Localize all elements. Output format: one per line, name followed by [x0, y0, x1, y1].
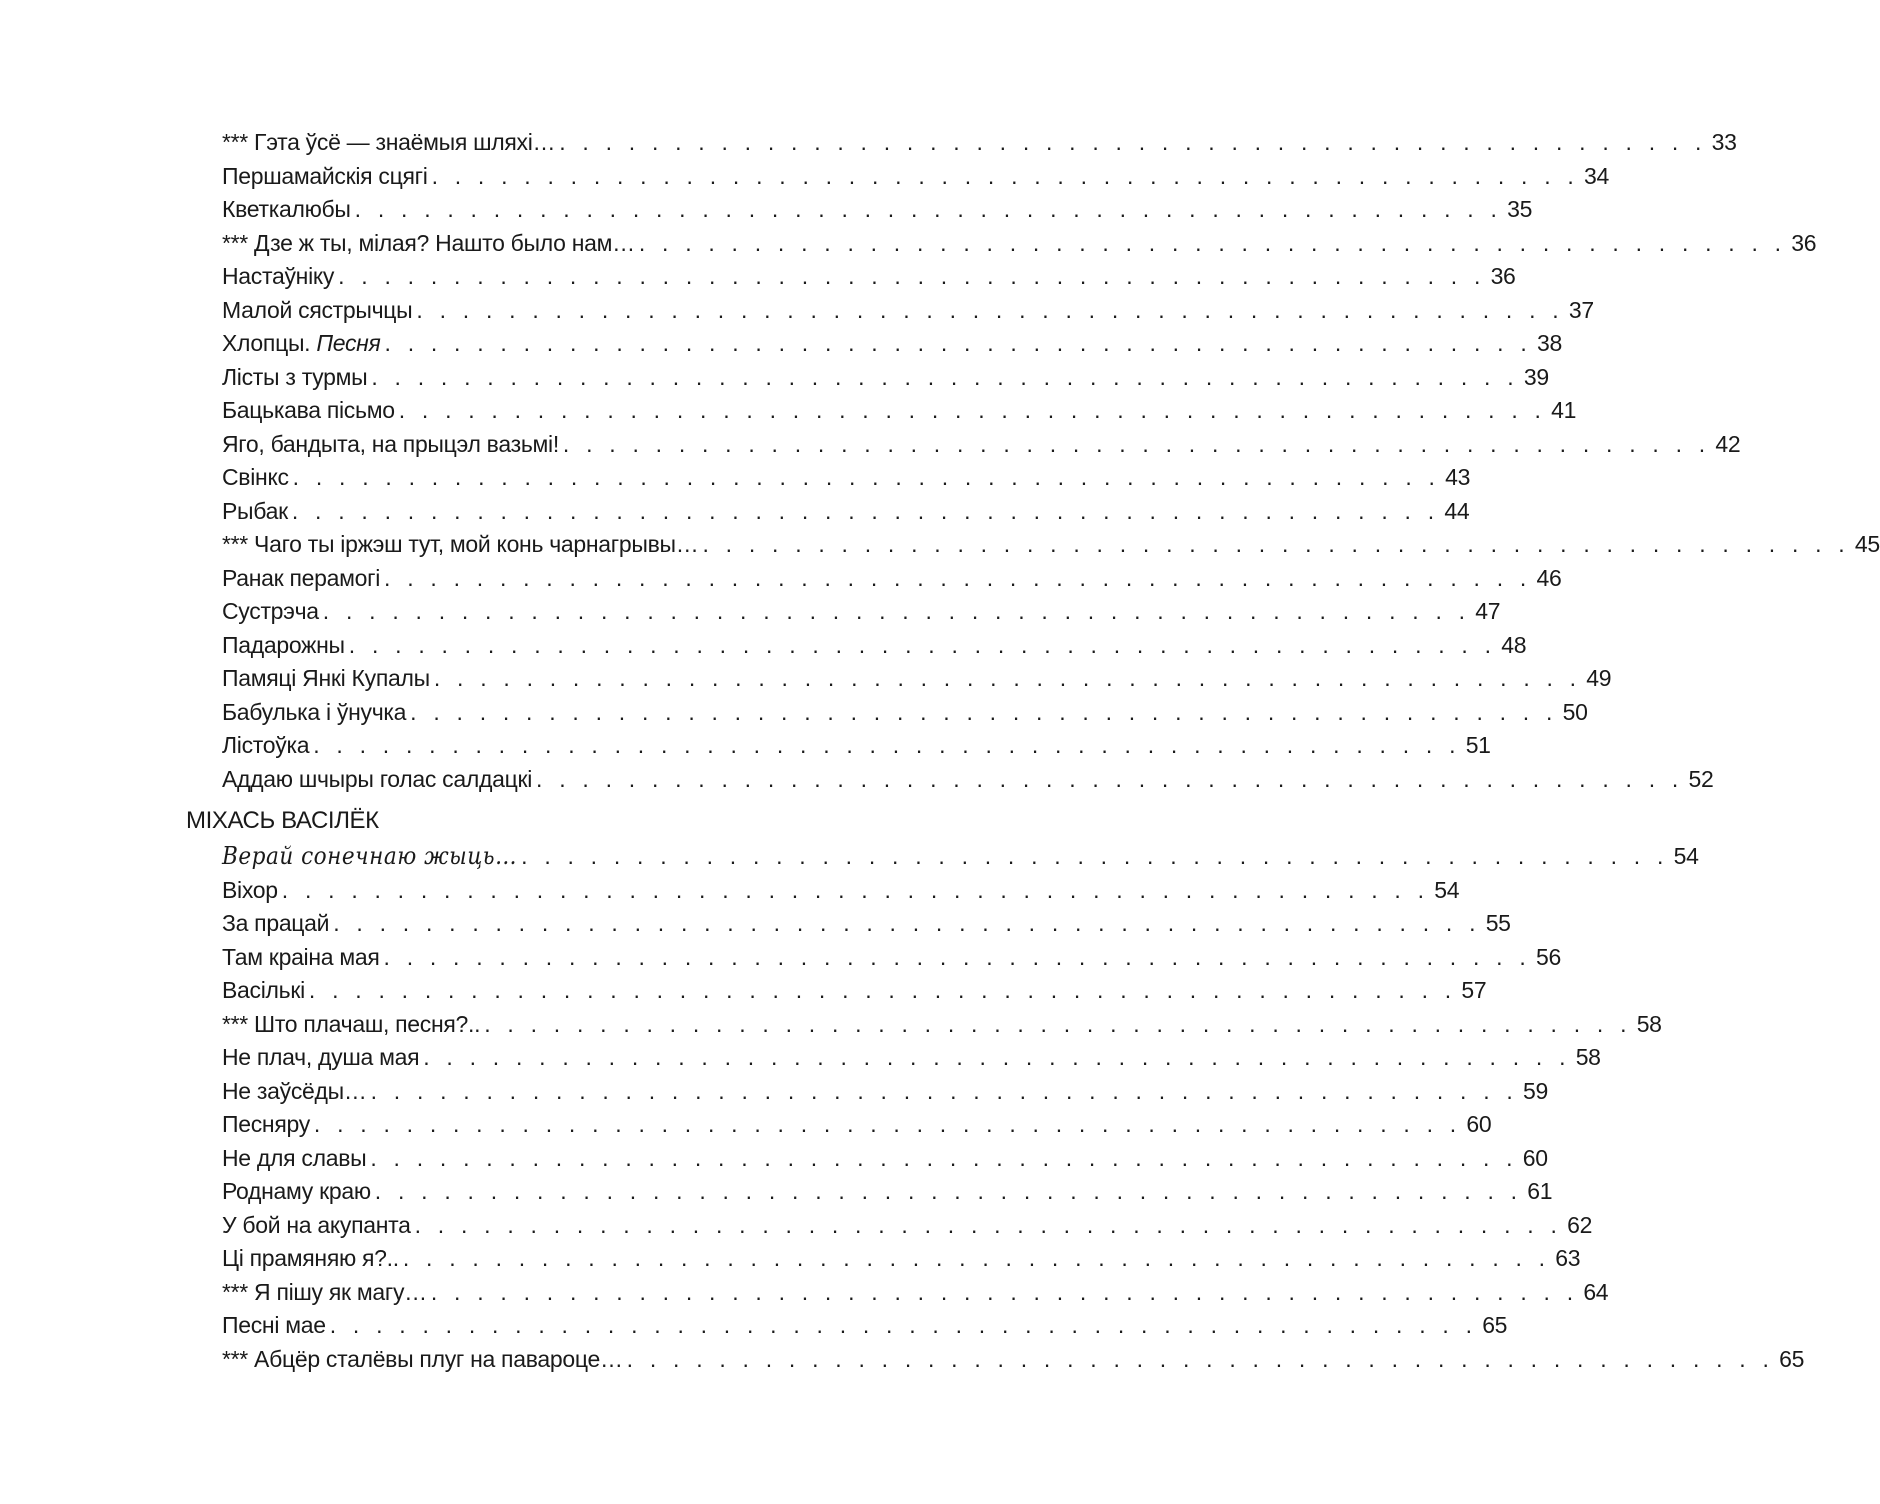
- entry-page: 43: [1445, 464, 1471, 490]
- entry-page: 55: [1485, 910, 1511, 936]
- entry-title: За працай: [222, 910, 330, 936]
- toc-entry[interactable]: [222, 727, 1491, 760]
- entry-title: Кветкалюбы: [222, 196, 351, 222]
- leader-dots: . . . . . . . . . . . . . . . . . . . . . . . . . . . . . . . . . . . . . . . . . . . . . . . . . .: [322, 598, 1471, 624]
- entry-page: 65: [1779, 1345, 1805, 1372]
- leader-dots: . . . . . . . . . . . . . . . . . . . . . . . . . . . . . . . . . . . . . . . . . . . . . . . . . .: [292, 464, 1441, 490]
- entry-page: 33: [1711, 129, 1737, 155]
- toc-entry[interactable]: [222, 627, 1527, 660]
- leader-dots: . . . . . . . . . . . . . . . . . . . . . . . . . . . . . . . . . . . . . . . . . . . . . . . . . .: [702, 531, 1850, 557]
- toc-entry[interactable]: [222, 459, 1471, 492]
- toc-entry[interactable]: [222, 872, 1460, 905]
- toc-entry[interactable]: [222, 939, 1561, 972]
- toc-entry[interactable]: [222, 225, 1817, 258]
- toc-entry[interactable]: [222, 694, 1588, 727]
- entry-page: 60: [1522, 1144, 1548, 1171]
- entry-page: 61: [1527, 1178, 1553, 1204]
- entry-title: Роднаму краю: [222, 1178, 371, 1204]
- entry-title: Не заўсёды…: [222, 1077, 367, 1104]
- leader-dots: . . . . . . . . . . . . . . . . . . . . . . . . . . . . . . . . . . . . . . . . . . . . . . . . . .: [416, 296, 1564, 323]
- leader-dots: . . . . . . . . . . . . . . . . . . . . . . . . . . . . . . . . . . . . . . . . . . . . . . . . . .: [374, 1178, 1523, 1204]
- entry-page: 52: [1688, 765, 1714, 792]
- entry-page: 49: [1586, 665, 1612, 691]
- leader-dots: . . . . . . . . . . . . . . . . . . . . . . . . . . . . . . . . . . . . . . . . . . . . . . . . . .: [626, 1345, 1775, 1372]
- entry-page: 51: [1465, 732, 1491, 758]
- entry-genre: Песня: [316, 330, 381, 356]
- entry-title: Падарожны: [222, 631, 345, 658]
- leader-dots: . . . . . . . . . . . . . . . . . . . . . . . . . . . . . . . . . . . . . . . . . . . . . . . . . .: [536, 765, 1684, 792]
- entry-title: Яго, бандыта, на прыцэл вазьмі!: [222, 430, 559, 457]
- toc-entry[interactable]: [222, 905, 1511, 938]
- entry-title: *** Дзе ж ты, мілая? Нашто было нам…: [222, 229, 635, 256]
- leader-dots: . . . . . . . . . . . . . . . . . . . . . . . . . . . . . . . . . . . . . . . . . . . . . . . . . .: [402, 1245, 1551, 1271]
- entry-title: Свінкс: [222, 464, 289, 490]
- entry-page: 34: [1584, 162, 1609, 189]
- entry-title: У бой на акупанта: [222, 1211, 411, 1238]
- entry-title: Песні мае: [222, 1312, 326, 1338]
- entry-title: *** Што плачаш, песня?..: [222, 1010, 481, 1037]
- toc-entry[interactable]: [222, 1073, 1549, 1106]
- entry-title: Не для славы: [222, 1144, 367, 1171]
- toc-entry[interactable]: [222, 124, 1737, 157]
- entry-page: 35: [1507, 196, 1533, 222]
- entry-page: 45: [1854, 531, 1880, 557]
- entry-page: 54: [1434, 876, 1460, 903]
- entry-page: 54: [1673, 843, 1699, 869]
- entry-page: 63: [1555, 1245, 1581, 1271]
- toc-entry[interactable]: [222, 1240, 1581, 1273]
- leader-dots: . . . . . . . . . . . . . . . . . . . . . . . . . . . . . . . . . . . . . . . . . . . . . . . . . .: [354, 196, 1503, 222]
- entry-page: 58: [1575, 1044, 1601, 1070]
- toc-entry[interactable]: [222, 1274, 1609, 1307]
- leader-dots: . . . . . . . . . . . . . . . . . . . . . . . . . . . . . . . . . . . . . . . . . . . . . . . . . .: [562, 430, 1711, 457]
- leader-dots: . . . . . . . . . . . . . . . . . . . . . . . . . . . . . . . . . . . . . . . . . . . . . . . . . .: [484, 1010, 1632, 1037]
- entry-title: Лістоўка: [222, 732, 310, 758]
- toc-entry[interactable]: [222, 392, 1577, 425]
- leader-dots: . . . . . . . . . . . . . . . . . . . . . . . . . . . . . . . . . . . . . . . . . . . . . . . . . .: [329, 1312, 1478, 1338]
- entry-title: Песняру: [222, 1111, 310, 1137]
- leader-dots: . . . . . . . . . . . . . . . . . . . . . . . . . . . . . . . . . . . . . . . . . . . . . . . . . .: [313, 1111, 1462, 1137]
- entry-page: 58: [1636, 1010, 1662, 1037]
- toc-entry[interactable]: [222, 972, 1487, 1005]
- leader-dots: . . . . . . . . . . . . . . . . . . . . . . . . . . . . . . . . . . . . . . . . . . . . . . . . . .: [398, 397, 1547, 423]
- entry-title: Васількі: [222, 977, 305, 1003]
- entry-page: 59: [1523, 1077, 1549, 1104]
- entry-page: 37: [1568, 296, 1594, 323]
- leader-dots: . . . . . . . . . . . . . . . . . . . . . . . . . . . . . . . . . . . . . . . . . . . . . . . . . .: [410, 698, 1558, 725]
- entry-title: Аддаю шчыры голас салдацкі: [222, 765, 533, 792]
- entry-page: 44: [1444, 497, 1470, 524]
- leader-dots: . . . . . . . . . . . . . . . . . . . . . . . . . . . . . . . . . . . . . . . . . . . . . . . . . .: [638, 229, 1787, 256]
- entry-page: 47: [1475, 598, 1501, 624]
- entry-page: 36: [1791, 229, 1817, 256]
- leader-dots: . . . . . . . . . . . . . . . . . . . . . . . . . . . . . . . . . . . . . . . . . . . . . . . . . .: [370, 1144, 1518, 1171]
- leader-dots: . . . . . . . . . . . . . . . . . . . . . . . . . . . . . . . . . . . . . . . . . . . . . . . . . .: [433, 665, 1582, 691]
- toc-entry[interactable]: [222, 660, 1612, 693]
- entry-title: *** Я пішу як магу…: [222, 1278, 427, 1305]
- entry-title: Малой сястрычцы: [222, 296, 413, 323]
- entry-page: 57: [1461, 977, 1487, 1003]
- toc-entry[interactable]: [222, 158, 1609, 191]
- entry-page: 62: [1567, 1211, 1593, 1238]
- entry-title: Бабулька і ўнучка: [222, 698, 407, 725]
- entry-title: Лісты з турмы: [222, 363, 368, 390]
- entry-page: 38: [1536, 330, 1562, 356]
- entry-title: Рыбак: [222, 497, 288, 524]
- toc-entry[interactable]: [222, 1207, 1593, 1240]
- toc-entry[interactable]: [222, 493, 1470, 526]
- toc-entry[interactable]: [222, 191, 1533, 224]
- leader-dots: . . . . . . . . . . . . . . . . . . . . . . . . . . . . . . . . . . . . . . . . . . . . . . . . . .: [281, 876, 1430, 903]
- entry-page: 65: [1482, 1312, 1508, 1338]
- toc-entry[interactable]: [222, 593, 1501, 626]
- entry-title-main: Хлопцы.: [222, 330, 311, 356]
- toc-entry[interactable]: [222, 292, 1594, 325]
- epigraph-title: Верай сонечнаю жыць…: [222, 842, 518, 870]
- leader-dots: . . . . . . . . . . . . . . . . . . . . . . . . . . . . . . . . . . . . . . . . . . . . . . . . . .: [308, 977, 1457, 1003]
- entry-title: Бацькава пісьмо: [222, 397, 395, 423]
- toc-entry[interactable]: [222, 359, 1549, 392]
- entry-title: *** Гэта ўсё — знаёмыя шляхі…: [222, 129, 556, 155]
- toc-entry[interactable]: [222, 1140, 1548, 1173]
- leader-dots: . . . . . . . . . . . . . . . . . . . . . . . . . . . . . . . . . . . . . . . . . . . . . . . . . .: [291, 497, 1440, 524]
- leader-dots: . . . . . . . . . . . . . . . . . . . . . . . . . . . . . . . . . . . . . . . . . . . . . . . . . .: [338, 263, 1486, 289]
- toc-entry[interactable]: [222, 1006, 1662, 1039]
- entry-page: 50: [1562, 698, 1588, 725]
- entry-page: 60: [1466, 1111, 1492, 1137]
- entry-title: [222, 328, 385, 358]
- author-heading: МІХАСЬ ВАСІЛЁК: [186, 807, 379, 834]
- toc-entry[interactable]: [222, 1039, 1601, 1072]
- entry-page: 41: [1551, 397, 1577, 423]
- entry-title: Памяці Янкі Купалы: [222, 665, 430, 691]
- leader-dots: . . . . . . . . . . . . . . . . . . . . . . . . . . . . . . . . . . . . . . . . . . . . . . . . . .: [430, 1278, 1579, 1305]
- leader-dots: . . . . . . . . . . . . . . . . . . . . . . . . . . . . . . . . . . . . . . . . . . . . . . . . . .: [559, 129, 1707, 155]
- leader-dots: . . . . . . . . . . . . . . . . . . . . . . . . . . . . . . . . . . . . . . . . . . . . . . . . . .: [423, 1044, 1571, 1070]
- leader-dots: . . . . . . . . . . . . . . . . . . . . . . . . . . . . . . . . . . . . . . . . . . . . . . . . . .: [384, 330, 1532, 356]
- toc-entry[interactable]: [222, 1341, 1805, 1374]
- toc-entry[interactable]: [222, 426, 1741, 459]
- entry-title: Ранак перамогі: [222, 564, 381, 591]
- entry-title: *** Чаго ты іржэш тут, мой конь чарнагрывы…: [222, 531, 699, 557]
- leader-dots: . . . . . . . . . . . . . . . . . . . . . . . . . . . . . . . . . . . . . . . . . . . . . . . . . .: [333, 910, 1481, 936]
- entry-page: 56: [1535, 943, 1561, 970]
- entry-title: Сустрэча: [222, 598, 319, 624]
- toc-entry[interactable]: [222, 1106, 1492, 1139]
- leader-dots: . . . . . . . . . . . . . . . . . . . . . . . . . . . . . . . . . . . . . . . . . . . . . . . . . .: [521, 843, 1669, 869]
- entry-title: Ці прамяняю я?..: [222, 1245, 399, 1271]
- entry-page: 39: [1523, 363, 1549, 390]
- leader-dots: . . . . . . . . . . . . . . . . . . . . . . . . . . . . . . . . . . . . . . . . . . . . . . . . . .: [348, 631, 1497, 658]
- leader-dots: . . . . . . . . . . . . . . . . . . . . . . . . . . . . . . . . . . . . . . . . . . . . . . . . . .: [431, 162, 1579, 189]
- entry-title: *** Абцёр сталёвы плуг на павароце…: [222, 1345, 623, 1372]
- toc-epigraph-entry[interactable]: [222, 838, 1699, 871]
- leader-dots: . . . . . . . . . . . . . . . . . . . . . . . . . . . . . . . . . . . . . . . . . . . . . . . . . .: [383, 943, 1531, 970]
- leader-dots: . . . . . . . . . . . . . . . . . . . . . . . . . . . . . . . . . . . . . . . . . . . . . . . . . .: [414, 1211, 1563, 1238]
- entry-page: 36: [1490, 263, 1516, 289]
- leader-dots: . . . . . . . . . . . . . . . . . . . . . . . . . . . . . . . . . . . . . . . . . . . . . . . . . .: [313, 732, 1461, 758]
- entry-title: Там краіна мая: [222, 943, 380, 970]
- entry-page: 48: [1501, 631, 1527, 658]
- toc-entry[interactable]: [222, 1173, 1553, 1206]
- entry-title: Віхор: [222, 876, 278, 903]
- toc-entry[interactable]: [222, 1307, 1508, 1340]
- toc-entry[interactable]: [222, 526, 1880, 559]
- entry-title: Не плач, душа мая: [222, 1044, 420, 1070]
- toc-entry[interactable]: [222, 560, 1562, 593]
- toc-entry[interactable]: [222, 761, 1714, 794]
- entry-title: Настаўніку: [222, 263, 335, 289]
- leader-dots: . . . . . . . . . . . . . . . . . . . . . . . . . . . . . . . . . . . . . . . . . . . . . . . . . .: [370, 1077, 1519, 1104]
- entry-page: 42: [1715, 430, 1741, 457]
- toc-entry[interactable]: [222, 258, 1516, 291]
- entry-page: 46: [1536, 564, 1562, 591]
- toc-entry[interactable]: [222, 325, 1562, 358]
- entry-page: 64: [1583, 1278, 1609, 1305]
- leader-dots: . . . . . . . . . . . . . . . . . . . . . . . . . . . . . . . . . . . . . . . . . . . . . . . . . .: [371, 363, 1519, 390]
- leader-dots: . . . . . . . . . . . . . . . . . . . . . . . . . . . . . . . . . . . . . . . . . . . . . . . . . .: [384, 564, 1532, 591]
- entry-title: Першамайскія сцягі: [222, 162, 428, 189]
